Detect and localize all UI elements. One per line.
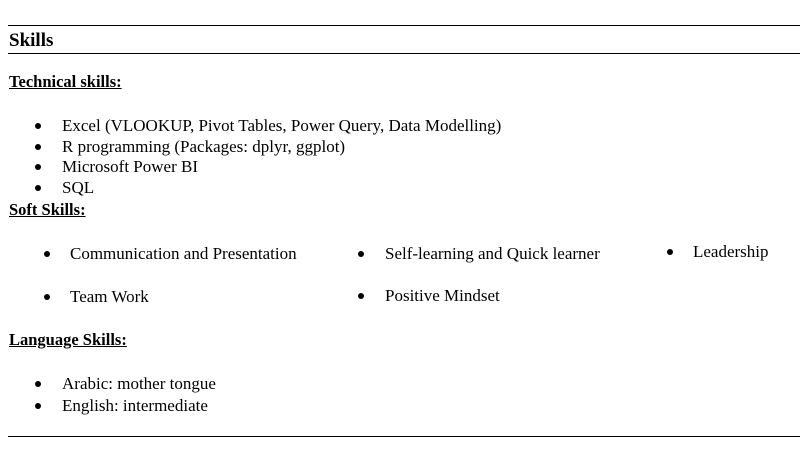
language-skills-heading: Language Skills: <box>9 330 127 349</box>
bullet-icon <box>358 251 364 257</box>
list-item: Microsoft Power BI <box>62 157 198 176</box>
bullet-icon <box>35 164 41 170</box>
list-item: R programming (Packages: dplyr, ggplot) <box>62 137 346 156</box>
list-item: Self-learning and Quick learner <box>385 244 600 263</box>
bullet-icon <box>44 251 50 257</box>
bottom-divider <box>8 436 800 437</box>
top-divider <box>8 25 800 26</box>
bullet-icon <box>358 293 364 299</box>
list-item: Excel (VLOOKUP, Pivot Tables, Power Query, Data Modelling) <box>62 116 502 135</box>
list-item: Team Work <box>70 287 149 306</box>
bullet-icon <box>35 403 41 409</box>
list-item: SQL <box>62 178 95 197</box>
title-divider <box>8 53 800 54</box>
list-item: English: intermediate <box>62 396 208 415</box>
list-item: Arabic: mother tongue <box>62 374 216 393</box>
bullet-icon <box>35 123 41 129</box>
bullet-icon <box>44 294 50 300</box>
soft-skills-heading: Soft Skills: <box>9 200 86 219</box>
bullet-icon <box>35 144 41 150</box>
bullet-icon <box>35 185 41 191</box>
list-item: Communication and Presentation <box>70 244 297 263</box>
section-title: Skills <box>9 30 54 51</box>
bullet-icon <box>35 381 41 387</box>
technical-skills-heading: Technical skills: <box>9 72 122 91</box>
bullet-icon <box>667 249 673 255</box>
list-item: Leadership <box>693 242 769 261</box>
list-item: Positive Mindset <box>385 286 500 305</box>
